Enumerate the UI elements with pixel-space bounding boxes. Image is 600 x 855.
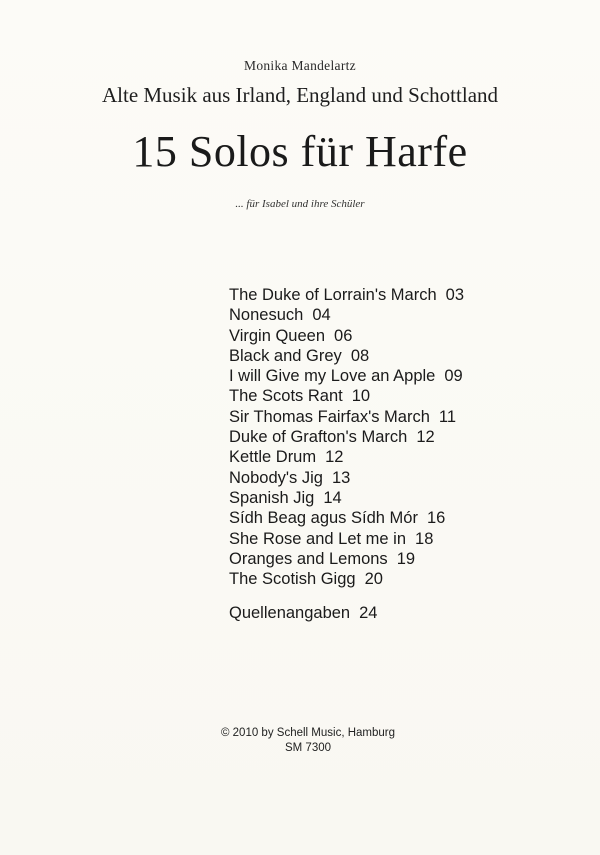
dedication: ... für Isabel und ihre Schüler (235, 198, 365, 210)
toc-entry-page: 13 (331, 468, 351, 487)
toc-entry-title: The Scots Rant (229, 387, 343, 406)
toc-entry-page: 10 (351, 387, 371, 406)
toc-entry-title: Nonesuch (229, 306, 304, 325)
toc-entry-page: 06 (334, 326, 353, 345)
toc-entry-page: 14 (323, 488, 342, 507)
toc-entry-title: Nobody's Jig (229, 468, 323, 487)
toc-entry (229, 407, 464, 427)
toc-entry-title: She Rose and Let me in (229, 529, 407, 548)
toc-entry-page: 16 (426, 509, 446, 528)
toc-entry-title: Black and Grey (229, 346, 342, 365)
copyright-line: © 2010 by Schell Music, Hamburg (220, 727, 396, 739)
toc-entry (229, 488, 464, 508)
toc-entry-title: Virgin Queen (229, 326, 326, 345)
toc-entry (229, 508, 464, 528)
toc-entry-sources (229, 603, 464, 623)
book-title: 15 Solos für Harfe (132, 127, 468, 176)
toc-entry-page: 04 (312, 306, 331, 325)
toc-entry-title: Kettle Drum (229, 448, 317, 467)
toc-entry-title: Sídh Beag agus Sídh Mór (229, 509, 418, 528)
toc-entry-title: The Scotish Gigg (229, 570, 356, 589)
table-of-contents (229, 285, 464, 624)
toc-entry-title: I will Give my Love an Apple (229, 367, 436, 386)
toc-entry-page: 24 (359, 604, 378, 623)
toc-entry (229, 447, 464, 467)
toc-entry (229, 305, 464, 325)
toc-entry-title: Spanish Jig (229, 488, 315, 507)
toc-entry-page: 03 (445, 286, 465, 304)
toc-entry-page: 08 (350, 346, 370, 365)
toc-entry (229, 346, 464, 366)
toc-entry-title: Sir Thomas Fairfax's March (229, 407, 430, 426)
toc-entry-title: Oranges and Lemons (229, 549, 388, 568)
toc-entry (229, 549, 464, 569)
toc-entry-title: Duke of Grafton's March (229, 428, 408, 447)
toc-entry-page: 12 (416, 428, 435, 447)
toc-entry-page: 20 (364, 570, 383, 589)
toc-entry-title: Quellenangaben (229, 604, 351, 623)
catalog-number: SM 7300 (284, 742, 332, 754)
toc-entry-page: 12 (325, 448, 344, 467)
toc-entry (229, 326, 464, 346)
toc-entry-page: 19 (396, 549, 416, 568)
toc-entry (229, 569, 464, 589)
toc-entry (229, 285, 464, 305)
toc-entry (229, 366, 464, 386)
toc-entry (229, 386, 464, 406)
toc-entry (229, 468, 464, 488)
toc-entry-title: The Duke of Lorrain's March (229, 286, 437, 304)
author-name: Monika Mandelartz (244, 58, 356, 73)
toc-entry-page: 18 (415, 529, 434, 548)
book-subtitle: Alte Musik aus Irland, England und Schottland (101, 83, 499, 107)
copyright-block (0, 726, 600, 756)
toc-entry (229, 529, 464, 549)
toc-entry (229, 427, 464, 447)
toc-entry-page: 09 (444, 367, 463, 386)
toc-entry-page: 11 (438, 407, 457, 426)
